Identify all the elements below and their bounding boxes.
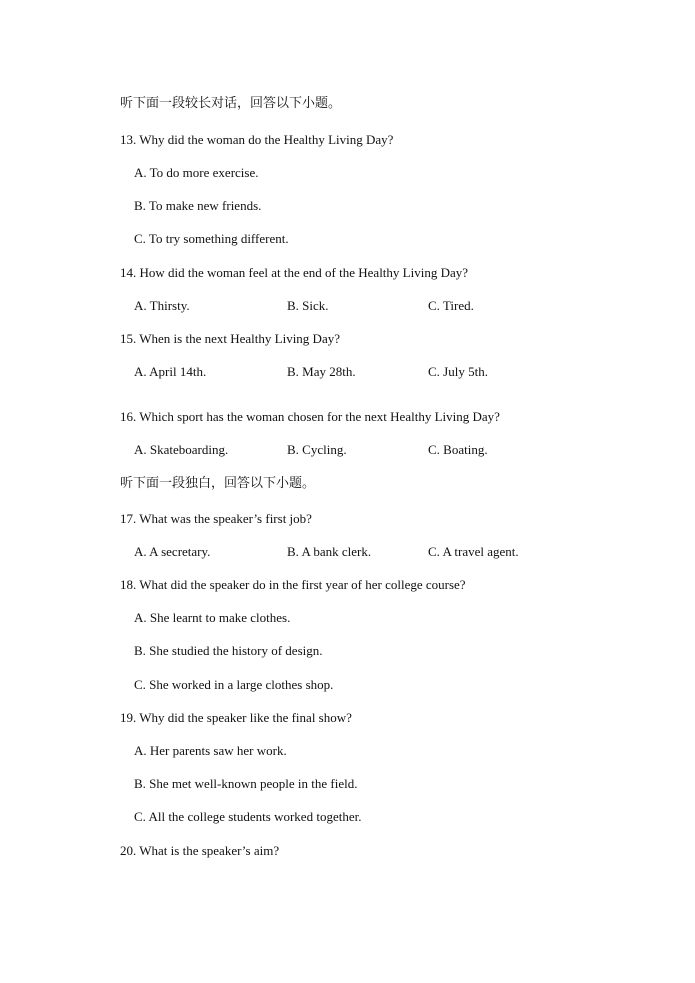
question-17-stem: 17. What was the speaker’s first job? <box>120 511 312 526</box>
question-13-stem: 13. Why did the woman do the Healthy Living Day? <box>120 132 394 147</box>
question-18-option-a: A. She learnt to make clothes. <box>134 610 291 625</box>
question-14-option-b: B. Sick. <box>287 298 329 313</box>
question-14-option-c: C. Tired. <box>428 298 474 313</box>
question-16-option-a: A. Skateboarding. <box>134 442 229 457</box>
question-19-stem: 19. Why did the speaker like the final show? <box>120 710 352 725</box>
section-instruction-dialogue: 听下面一段较长对话，回答以下小题。 <box>120 96 342 111</box>
question-17-option-a: A. A secretary. <box>134 544 211 559</box>
question-19-option-c: C. All the college students worked together. <box>134 809 362 824</box>
question-14-stem: 14. How did the woman feel at the end of the Healthy Living Day? <box>120 265 469 280</box>
question-18-option-c: C. She worked in a large clothes shop. <box>134 677 334 692</box>
question-13-option-b: B. To make new friends. <box>134 198 262 213</box>
question-15-option-b: B. May 28th. <box>287 364 356 379</box>
question-14-option-a: A. Thirsty. <box>134 298 190 313</box>
question-15-option-a: A. April 14th. <box>134 364 207 379</box>
question-16-stem: 16. Which sport has the woman chosen for the next Healthy Living Day? <box>120 409 500 424</box>
question-17-option-b: B. A bank clerk. <box>287 544 372 559</box>
question-17-option-c: C. A travel agent. <box>428 544 519 559</box>
question-19-option-a: A. Her parents saw her work. <box>134 743 287 758</box>
question-18-stem: 18. What did the speaker do in the first year of her college course? <box>120 577 466 592</box>
question-15-option-c: C. July 5th. <box>428 364 488 379</box>
section-instruction-monologue: 听下面一段独白，回答以下小题。 <box>120 476 316 491</box>
question-20-stem: 20. What is the speaker’s aim? <box>120 843 280 858</box>
question-13-option-c: C. To try something different. <box>134 231 289 246</box>
question-18-option-b: B. She studied the history of design. <box>134 643 323 658</box>
question-13-option-a: A. To do more exercise. <box>134 165 259 180</box>
question-16-option-c: C. Boating. <box>428 442 488 457</box>
question-15-stem: 15. When is the next Healthy Living Day? <box>120 331 340 346</box>
question-16-option-b: B. Cycling. <box>287 442 347 457</box>
question-19-option-b: B. She met well-known people in the field. <box>134 776 358 791</box>
